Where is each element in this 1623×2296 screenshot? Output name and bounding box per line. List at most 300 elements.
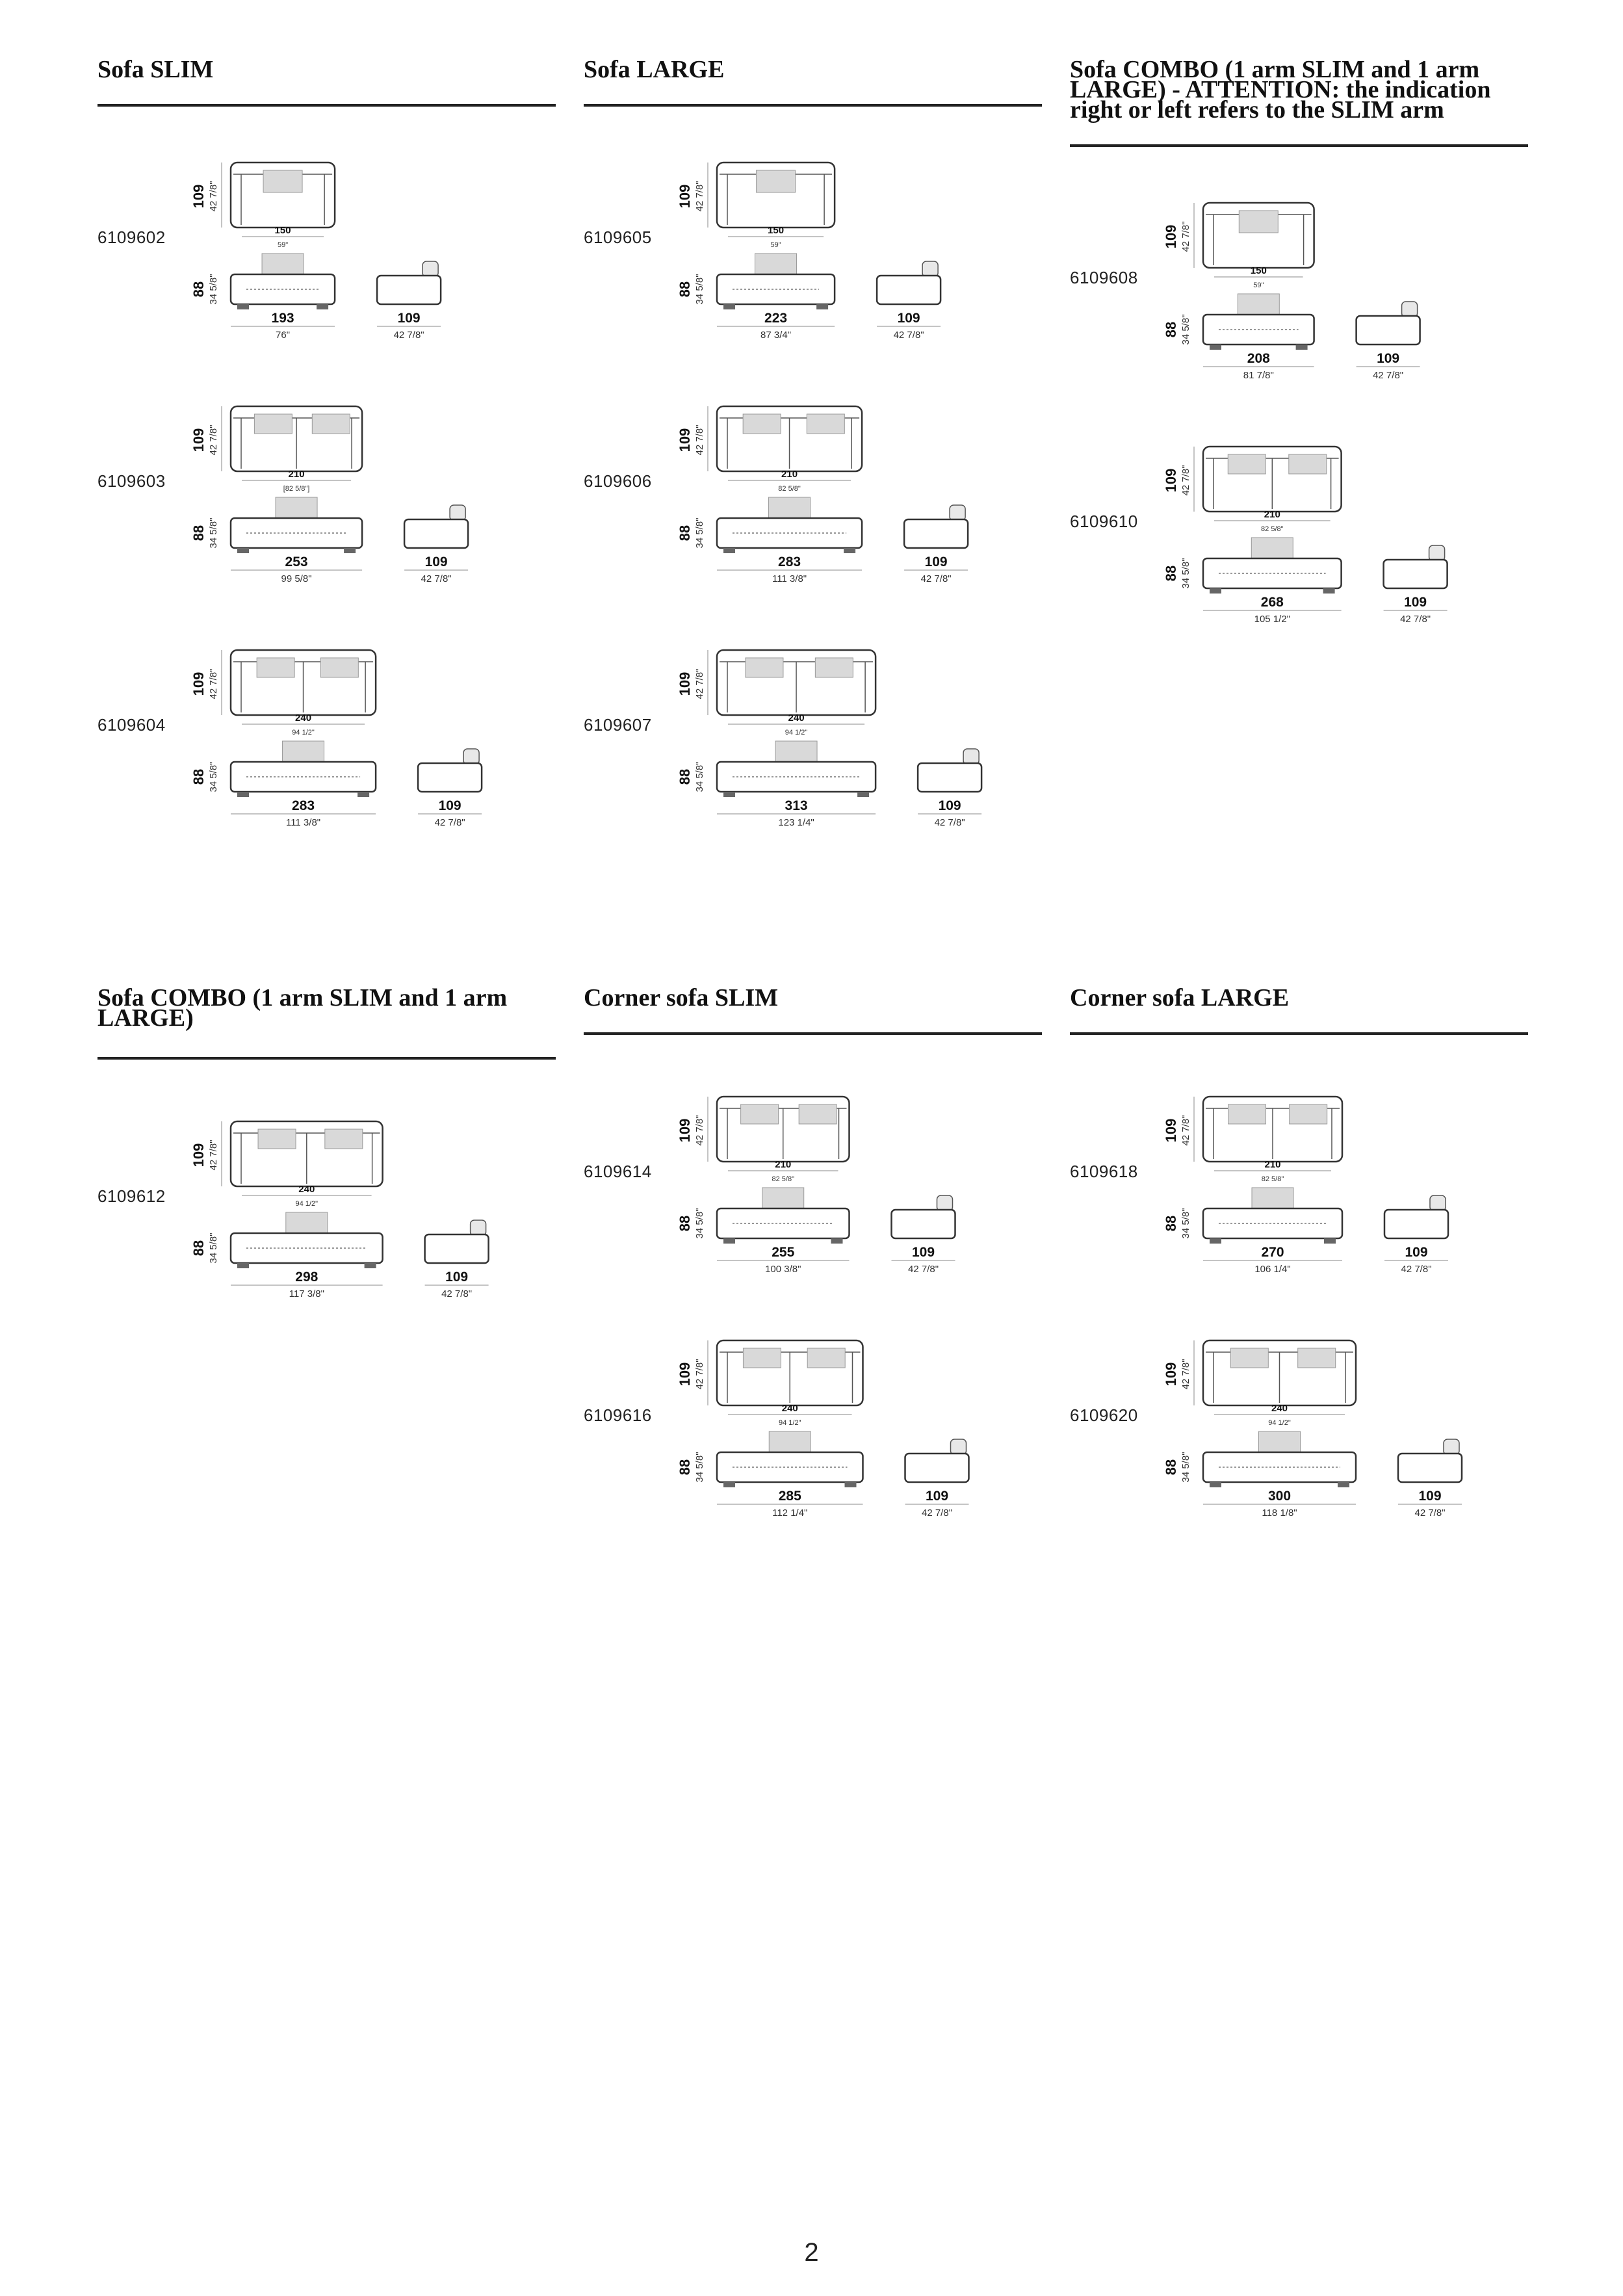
side-depth-cm: 109 [397,311,421,326]
foot-right [816,304,828,309]
height-in: 34 5/8" [1180,1208,1191,1239]
height-in: 34 5/8" [694,761,705,792]
foot-right [365,1263,376,1268]
overall-width-cm: 283 [778,554,801,569]
headrest-shape [471,1220,486,1236]
sofa-front-view [1163,1431,1356,1519]
product-variant [97,1115,556,1329]
product-variant [1070,196,1528,411]
side-depth-in: 42 7/8" [893,330,924,341]
sofa-side-view [904,505,968,584]
sofa-technical-drawing [1163,440,1518,655]
sofa-side-outline [892,1210,955,1238]
seat-width-in: 59" [1253,281,1264,289]
overall-width-cm: 255 [772,1245,795,1260]
section-sofa-combo [97,983,556,1060]
side-depth-cm: 109 [925,1489,949,1504]
seat-width-in: [82 5/8"] [283,485,310,493]
side-depth-in: 42 7/8" [393,330,424,341]
sofa-side-view [418,749,482,828]
cushion-shape [1259,1431,1301,1454]
headrest-shape [963,749,979,764]
headrest-shape [1430,1195,1446,1211]
overall-width-in: 112 1/4" [772,1507,808,1519]
sofa-top-view [1163,1340,1356,1427]
sofa-side-outline [1384,1210,1448,1238]
depth-in: 42 7/8" [694,668,705,699]
cushion-shape [254,414,292,434]
depth-cm: 109 [190,1143,207,1168]
foot-left [723,1482,735,1487]
sofa-side-outline [904,519,968,548]
sofa-front-view [677,1431,863,1519]
sofa-top-view [677,1097,850,1183]
overall-width-cm: 208 [1247,351,1270,366]
sofa-technical-drawing [190,400,546,614]
seat-width-in: 59" [277,241,289,249]
depth-in: 42 7/8" [1180,221,1191,252]
height-cm: 88 [190,525,207,541]
section-title: Sofa COMBO (1 arm SLIM and 1 arm LARGE) [97,984,508,1032]
cushion-shape [325,1129,363,1149]
sofa-top-view [677,1340,863,1427]
depth-cm: 109 [1163,1118,1179,1143]
seat-width-in: 82 5/8" [772,1175,794,1183]
depth-in: 42 7/8" [208,668,219,699]
sofa-top-view [1163,203,1314,289]
seat-width-in: 94 1/2" [1268,1419,1291,1427]
section-divider [97,1057,556,1060]
depth-in: 42 7/8" [208,424,219,456]
sofa-side-view [1357,302,1420,381]
cushion-shape [320,658,358,677]
product-variant [584,1334,1042,1548]
overall-width-cm: 298 [295,1270,318,1285]
foot-right [844,548,855,553]
sofa-technical-drawing [1163,1090,1518,1305]
headrest-shape [922,261,938,277]
section-divider [1070,1032,1528,1035]
product-code: 6109603 [97,471,166,491]
product-code: 6109607 [584,715,652,735]
foot-left [723,304,735,309]
depth-cm: 109 [190,428,207,452]
seat-width-cm: 240 [1271,1403,1288,1414]
sofa-top-view [190,406,362,493]
cushion-shape [283,741,324,763]
product-code: 6109614 [584,1162,652,1181]
sofa-side-outline [1357,316,1420,345]
cushion-shape [807,414,844,434]
overall-width-cm: 285 [778,1489,801,1504]
side-depth-cm: 109 [911,1245,935,1260]
section-divider [97,104,556,107]
product-variant [1070,1334,1528,1548]
sofa-side-view [905,1439,969,1519]
sofa-technical-drawing [677,644,1032,858]
cushion-shape [1252,1188,1293,1210]
cushion-shape [755,254,797,276]
section-title: Sofa COMBO (1 arm SLIM and 1 arm LARGE) - ATTENTION: the indication right or left refers to the SLIM arm [1070,56,1491,124]
height-cm: 88 [190,1240,207,1257]
sofa-front-outline [717,518,862,548]
cushion-shape [276,497,317,519]
headrest-shape [450,505,465,521]
section-divider [584,1032,1042,1035]
foot-right [317,304,328,309]
product-code: 6109602 [97,228,166,247]
overall-width-cm: 313 [785,798,808,813]
height-in: 34 5/8" [208,274,219,305]
section-divider [1070,144,1528,147]
height-in: 34 5/8" [1180,314,1191,345]
overall-width-in: 111 3/8" [772,573,807,584]
sofa-technical-drawing [190,1115,546,1329]
height-in: 34 5/8" [694,517,705,549]
seat-width-cm: 210 [1264,1159,1281,1170]
sofa-side-outline [377,276,441,304]
side-depth-cm: 109 [938,798,961,813]
cushion-shape [257,658,294,677]
sofa-technical-drawing [677,1090,1032,1305]
product-variant [584,400,1042,614]
side-depth-cm: 109 [924,554,948,569]
overall-width-cm: 283 [292,798,315,813]
sofa-side-view [1384,1195,1448,1275]
seat-width-cm: 210 [1264,509,1280,520]
cushion-shape [258,1129,296,1149]
section-corner-sofa-slim [584,983,1042,1035]
foot-left [237,1263,249,1268]
sofa-top-view [1163,447,1342,533]
cushion-shape [769,1431,811,1454]
sofa-side-outline [1384,560,1448,588]
sofa-front-view [677,1188,850,1275]
overall-width-in: 105 1/2" [1254,614,1290,625]
foot-right [1324,1238,1336,1244]
headrest-shape [950,505,965,521]
overall-width-in: 111 3/8" [285,817,321,828]
overall-width-cm: 268 [1260,595,1284,610]
foot-right [1338,1482,1349,1487]
foot-right [845,1482,857,1487]
side-depth-cm: 109 [1418,1489,1442,1504]
height-cm: 88 [677,525,693,541]
cushion-shape [1289,454,1327,474]
overall-width-cm: 223 [764,311,788,326]
height-cm: 88 [1163,565,1179,582]
cushion-shape [1228,454,1266,474]
sofa-front-view [677,497,862,584]
depth-cm: 109 [1163,224,1179,249]
overall-width-cm: 270 [1261,1245,1284,1260]
height-cm: 88 [677,1215,693,1232]
sofa-side-view [1398,1439,1462,1519]
section-sofa-combo-attention [1070,55,1528,147]
seat-width-cm: 210 [288,469,305,480]
product-variant [1070,1090,1528,1305]
overall-width-cm: 253 [285,554,308,569]
seat-width-cm: 240 [781,1403,798,1414]
sofa-side-view [918,749,981,828]
overall-width-in: 118 1/8" [1262,1507,1297,1519]
side-depth-in: 42 7/8" [934,817,965,828]
seat-width-cm: 150 [768,225,785,236]
product-code: 6109605 [584,228,652,247]
overall-width-cm: 300 [1267,1489,1292,1504]
height-cm: 88 [677,1459,693,1476]
cushion-shape [312,414,350,434]
seat-width-in: 94 1/2" [295,1200,318,1208]
sofa-front-view [190,497,362,584]
headrest-shape [937,1195,953,1211]
cushion-shape [1239,211,1278,233]
depth-in: 42 7/8" [694,424,705,456]
sofa-top-view [677,406,862,493]
sofa-front-view [190,1212,383,1299]
foot-left [1210,345,1221,350]
headrest-shape [1429,545,1445,561]
sofa-technical-drawing [677,156,1032,371]
product-code: 6109616 [584,1405,652,1425]
depth-cm: 109 [190,672,207,696]
sofa-front-view [190,254,335,341]
height-in: 34 5/8" [208,1233,219,1264]
cushion-shape [1238,294,1279,316]
height-cm: 88 [190,281,207,298]
cushion-shape [807,1348,845,1368]
side-depth-cm: 109 [424,554,448,569]
side-depth-cm: 109 [438,798,461,813]
cushion-shape [743,414,781,434]
cushion-shape [286,1212,328,1234]
sofa-technical-drawing [190,156,546,371]
cushion-shape [815,658,853,677]
height-in: 34 5/8" [208,761,219,792]
foot-left [1210,1482,1221,1487]
side-depth-in: 42 7/8" [1401,1264,1432,1275]
overall-width-in: 87 3/4" [760,330,792,341]
foot-right [831,1238,843,1244]
cushion-shape [743,1348,781,1368]
depth-cm: 109 [677,1118,693,1143]
sofa-side-outline [1398,1454,1462,1482]
section-title: Corner sofa LARGE [1070,984,1290,1011]
product-variant [97,400,556,614]
seat-width-cm: 210 [781,469,798,480]
product-code: 6109604 [97,715,166,735]
product-variant [97,156,556,371]
depth-in: 42 7/8" [694,1115,705,1146]
side-depth-in: 42 7/8" [434,817,465,828]
foot-left [723,1238,735,1244]
height-cm: 88 [190,768,207,785]
foot-right [857,792,869,797]
sofa-technical-drawing [677,1334,1032,1548]
depth-cm: 109 [677,1362,693,1387]
side-depth-cm: 109 [1404,595,1427,610]
sofa-side-outline [905,1454,969,1482]
overall-width-in: 99 5/8" [281,573,312,584]
sofa-side-view [877,261,941,341]
cushion-shape [1228,1104,1266,1124]
cushion-shape [1251,538,1293,560]
depth-in: 42 7/8" [694,1359,705,1390]
sofa-front-view [677,741,876,828]
seat-width-cm: 150 [274,225,291,236]
foot-left [1210,1238,1221,1244]
foot-left [237,792,249,797]
seat-width-in: 94 1/2" [292,729,315,737]
product-variant [584,644,1042,858]
side-depth-in: 42 7/8" [1400,614,1431,625]
side-depth-in: 42 7/8" [907,1264,939,1275]
headrest-shape [422,261,438,277]
product-variant [1070,440,1528,655]
depth-in: 42 7/8" [1180,1115,1191,1146]
cushion-shape [746,658,783,677]
seat-width-cm: 210 [775,1159,792,1170]
height-cm: 88 [1163,1459,1179,1476]
side-depth-in: 42 7/8" [921,1507,953,1519]
cushion-shape [1290,1104,1327,1124]
overall-width-in: 100 3/8" [765,1264,801,1275]
sofa-side-outline [404,519,468,548]
sofa-technical-drawing [1163,196,1518,411]
product-code: 6109608 [1070,268,1138,287]
sofa-technical-drawing [677,400,1032,614]
section-sofa-large [584,55,1042,107]
seat-width-cm: 240 [295,712,312,724]
sofa-top-view [677,650,876,737]
product-code: 6109618 [1070,1162,1138,1181]
section-title: Sofa LARGE [584,56,725,83]
cushion-shape [775,741,817,763]
overall-width-cm: 193 [271,311,294,326]
depth-cm: 109 [677,672,693,696]
product-variant [97,644,556,858]
depth-cm: 109 [1163,468,1179,493]
headrest-shape [951,1439,967,1455]
height-cm: 88 [1163,321,1179,338]
sofa-front-view [1163,538,1342,625]
depth-in: 42 7/8" [1180,1359,1191,1390]
height-in: 34 5/8" [1180,1452,1191,1483]
section-title: Sofa SLIM [97,56,214,83]
sofa-technical-drawing [190,644,546,858]
height-in: 34 5/8" [694,1452,705,1483]
sofa-side-view [1384,545,1448,625]
seat-width-cm: 150 [1250,265,1267,276]
cushion-shape [741,1104,779,1124]
depth-cm: 109 [190,184,207,209]
section-corner-sofa-large [1070,983,1528,1035]
sofa-side-view [377,261,441,341]
sofa-front-outline [717,1452,863,1482]
foot-left [723,548,735,553]
side-depth-in: 42 7/8" [421,573,452,584]
sofa-front-view [1163,294,1314,381]
sofa-top-view [677,163,835,249]
sofa-top-view [190,1121,383,1208]
section-sofa-slim [97,55,556,107]
cushion-shape [262,254,304,276]
height-cm: 88 [677,768,693,785]
side-depth-in: 42 7/8" [441,1288,473,1299]
side-depth-cm: 109 [1405,1245,1428,1260]
section-title: Corner sofa SLIM [584,984,779,1011]
sofa-top-view [190,163,335,249]
section-divider [584,104,1042,107]
sofa-technical-drawing [1163,1334,1518,1548]
headrest-shape [1402,302,1418,317]
sofa-side-outline [877,276,941,304]
cushion-shape [1298,1348,1336,1368]
side-depth-in: 42 7/8" [1414,1507,1446,1519]
foot-left [237,304,249,309]
side-depth-in: 42 7/8" [1373,370,1404,381]
seat-width-in: 82 5/8" [1261,1175,1284,1183]
foot-left [1210,588,1221,594]
side-depth-in: 42 7/8" [920,573,952,584]
headrest-shape [1444,1439,1459,1455]
cushion-shape [762,1188,804,1210]
product-code: 6109610 [1070,512,1138,531]
cushion-shape [769,497,811,519]
sofa-side-outline [918,763,981,792]
depth-in: 42 7/8" [1180,465,1191,496]
seat-width-in: 94 1/2" [779,1419,801,1427]
sofa-front-view [190,741,376,828]
foot-left [237,548,249,553]
headrest-shape [463,749,479,764]
product-variant [584,1090,1042,1305]
depth-in: 42 7/8" [208,181,219,212]
sofa-side-view [892,1195,955,1275]
seat-width-in: 59" [770,241,781,249]
overall-width-in: 106 1/4" [1254,1264,1291,1275]
seat-width-in: 82 5/8" [1261,525,1284,533]
foot-right [1323,588,1335,594]
depth-in: 42 7/8" [208,1140,219,1171]
seat-width-cm: 240 [788,712,805,724]
side-depth-cm: 109 [897,311,920,326]
depth-cm: 109 [1163,1362,1179,1387]
product-code: 6109612 [97,1186,166,1206]
overall-width-in: 81 7/8" [1243,370,1274,381]
height-in: 34 5/8" [694,274,705,305]
seat-width-in: 82 5/8" [778,485,801,493]
depth-cm: 109 [677,428,693,452]
sofa-side-outline [418,763,482,792]
foot-left [723,792,735,797]
sofa-top-view [190,650,376,737]
sofa-front-outline [231,762,376,792]
seat-width-cm: 240 [298,1184,315,1195]
height-cm: 88 [677,281,693,298]
overall-width-in: 117 3/8" [289,1288,324,1299]
product-code: 6109606 [584,471,652,491]
side-depth-cm: 109 [1377,351,1400,366]
overall-width-in: 76" [276,330,291,341]
height-in: 34 5/8" [1180,558,1191,589]
depth-in: 42 7/8" [694,181,705,212]
overall-width-in: 123 1/4" [778,817,814,828]
page-number: 2 [804,2238,819,2267]
sofa-side-view [404,505,468,584]
sofa-front-view [677,254,835,341]
height-in: 34 5/8" [694,1208,705,1239]
